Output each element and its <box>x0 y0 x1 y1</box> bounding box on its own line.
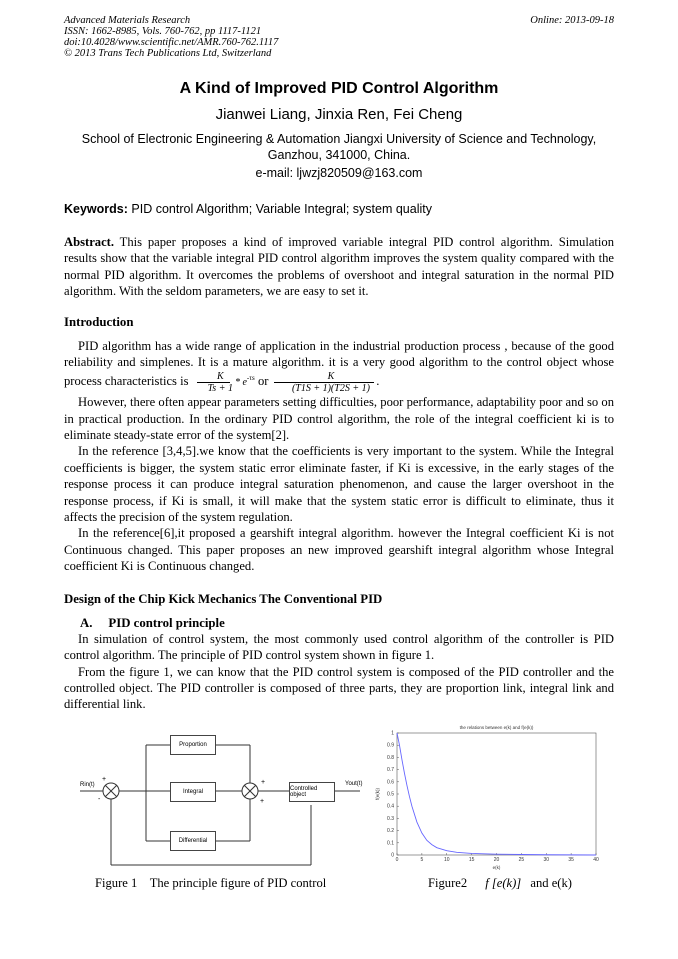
y-tick-label: 0.6 <box>387 779 394 786</box>
intro-heading: Introduction <box>64 314 134 329</box>
x-tick-label: 35 <box>568 856 574 863</box>
eq-num: K <box>197 371 230 383</box>
rin-label: Rin(t) <box>80 781 95 788</box>
y-tick-label: 0.8 <box>387 754 394 761</box>
design-body <box>64 631 614 713</box>
x-tick-label: 15 <box>468 856 475 863</box>
abstract <box>64 234 614 300</box>
y-tick-label: 0.2 <box>387 827 394 834</box>
intro-body <box>64 338 614 575</box>
paragraph: From the figure 1, we can know that the PID control system is composed of the PID controller and the controlled object. The PID controller is composed of three parts, they are proportion link, integral link and differential link. <box>64 664 614 712</box>
chart-title: the relations between e(k) and f(e(k)) <box>459 724 534 730</box>
integral-block: Integral <box>170 782 216 802</box>
y-tick-label: 0.9 <box>387 742 394 749</box>
caption-formula: f [e(k)] <box>485 875 522 890</box>
paragraph: In simulation of control system, the most commonly used control algorithm of the controller is PID control algorithm. The principle of PID control system shown in figure 1. <box>64 631 614 663</box>
design-heading: Design of the Chip Kick Mechanics The Conventional PID <box>64 591 383 606</box>
paper-title: A Kind of Improved PID Control Algorithm <box>179 80 499 97</box>
controlled-object-block: Controlled object <box>289 782 335 802</box>
y-tick-label: 0.1 <box>387 840 394 847</box>
doi: doi:10.4028/www.scientific.net/AMR.760-762.1117 <box>64 37 279 48</box>
figures <box>0 721 678 901</box>
keywords-text: PID control Algorithm; Variable Integral; system quality <box>131 202 432 216</box>
paragraph: PID algorithm has a wide range of application in the industrial production process , because of the good reliability and simplenes. It is a mature algorithm. it is a very good algorithm to the control object whose process characteristics is $\frac{K}{Ts + 1}$ * $e^{-\tau s}$ or $\frac{K}{(T1S + 1)(T2S + 1)}$ . <box>64 338 614 395</box>
affiliation <box>64 131 614 163</box>
plot-area <box>397 733 596 855</box>
issn: ISSN: 1662-8985, Vols. 760-762, pp 1117-1121 <box>64 26 262 37</box>
y-axis-label: f(e(k)) <box>375 787 380 800</box>
yout-label: Yout(t) <box>345 780 363 787</box>
y-tick-label: 1 <box>391 730 394 737</box>
keywords-label: Keywords: <box>64 202 128 216</box>
x-tick-label: 5 <box>420 856 424 863</box>
eq-exp: * e <box>234 377 247 389</box>
caption-text: and e(k) <box>530 875 572 890</box>
paragraph-text: PID algorithm has a wide range of application in the industrial production process , because of the good reliability and simplenes. It is a mature algorithm. it is a very good algorithm to the control object whose process characteristics is <box>64 338 614 389</box>
paper-body <box>64 202 614 901</box>
eq-num: K <box>274 371 375 383</box>
copyright: © 2013 Trans Tech Publications Ltd, Switzerland <box>64 48 272 59</box>
keywords <box>64 202 614 217</box>
affiliation-line: Ganzhou, 341000, China. <box>267 148 411 162</box>
authors: Jianwei Liang, Jinxia Ren, Fei Cheng <box>215 106 463 123</box>
plus-sign: + <box>261 778 266 786</box>
x-tick-label: 30 <box>543 856 550 863</box>
abstract-label: Abstract. <box>64 235 115 249</box>
equation-1 <box>194 371 233 394</box>
journal-header <box>64 15 278 59</box>
journal-name: Advanced Materials Research <box>64 15 191 26</box>
plus-sign: + <box>102 775 107 783</box>
x-tick-label: 25 <box>518 856 525 863</box>
paragraph: However, there often appear parameters setting difficulties, poor performance, adaptability poor and so on in practical production. In the ordinary PID control algorithm, the role of the integral coefficient ki is to eliminate steady-state error of the system[2]. <box>64 395 614 443</box>
figure-1-caption: Figure 1 The principle figure of PID control <box>95 875 327 890</box>
x-tick-label: 0 <box>395 856 399 863</box>
y-tick-label: 0.5 <box>387 791 394 798</box>
equation-2 <box>274 371 375 394</box>
plus-sign: + <box>260 797 265 805</box>
abstract-text: This paper proposes a kind of improved variable integral PID control algorithm. Simulation results show that the variable integral PID control algorithm improves the system quality compared with the normal PID algorithm. It overcomes the problems of overshoot and integral saturation in the normal PID algorithm. With the seldom parameters, we are easy to set it. <box>64 235 614 299</box>
x-tick-label: 40 <box>593 856 599 863</box>
x-axis-label: e(k) <box>492 864 501 870</box>
x-tick-label: 10 <box>443 856 450 863</box>
figure-2-chart <box>370 721 610 873</box>
caption-label: Figure2 <box>428 875 468 890</box>
paragraph: In the reference[6],it proposed a gearshift integral algorithm. however the Integral coefficient Ki is not Continuous changed. This paper proposes an new improved gearshift integral algorithm whose Integral coefficient Ki is Continuous changed. <box>64 526 614 574</box>
email: e-mail: ljwzj820509@163.com <box>255 166 423 180</box>
subsection-heading: A. PID control principle <box>80 615 225 630</box>
figure-2-caption <box>428 876 572 891</box>
y-tick-label: 0.3 <box>387 815 394 822</box>
eq-den: Ts + 1 <box>207 383 233 395</box>
x-tick-label: 20 <box>493 856 500 863</box>
y-tick-label: 0 <box>391 852 394 859</box>
proportion-block: Proportion <box>170 735 216 755</box>
differential-block: Differential <box>170 831 216 851</box>
paragraph: In the reference [3,4,5].we know that the coefficients is very important to the system. While the Integral coefficients is bigger, the system static error eliminate faster, if Ki is excessive, in the early stages of the response process it can produce integral saturation phenomenon, and cause the larger overshoot in the response process, if Ki is small, it will make that the system static error is difficult to eliminate, thus it affects the precision of the system regulation. <box>64 444 614 525</box>
eq-den: (T1S + 1)(T2S + 1) <box>291 383 370 395</box>
affiliation-line: School of Electronic Engineering & Automation Jiangxi University of Science and Technology, <box>81 132 597 146</box>
eq-or: or <box>257 374 269 389</box>
minus-sign: - <box>98 795 101 803</box>
y-tick-label: 0.4 <box>387 803 394 810</box>
y-tick-label: 0.7 <box>387 766 394 773</box>
eq-sup: -τs <box>246 374 255 383</box>
online-date: Online: 2013-09-18 <box>530 15 614 26</box>
